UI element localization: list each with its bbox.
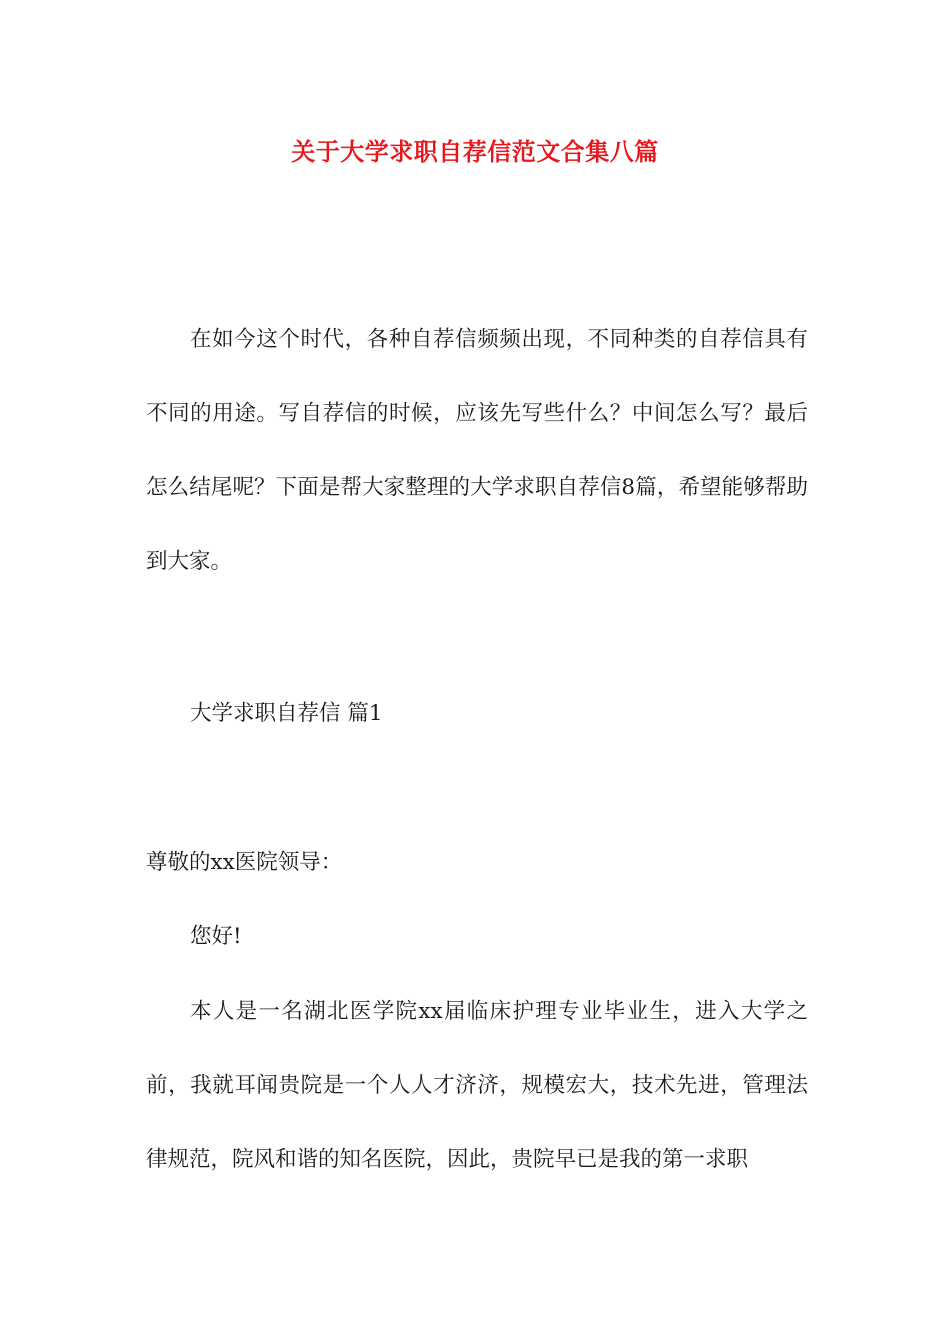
salutation: 尊敬的xx医院领导：: [146, 850, 343, 875]
body-paragraph: 本人是一名湖北医学院xx届临床护理专业毕业生，进入大学之前，我就耳闻贵院是一个人人才济济，规模宏大，技术先进，管理法律规范，院风和谐的知名医院，因此，贵院早已是我的第一求职: [146, 999, 808, 1172]
document-title: 关于大学求职自荐信范文合集八篇: [291, 137, 659, 166]
greeting: 您好!: [190, 924, 242, 949]
section-heading: 大学求职自荐信 篇1: [190, 701, 383, 726]
intro-paragraph: 在如今这个时代，各种自荐信频频出现，不同种类的自荐信具有不同的用途。写自荐信的时候，应该先写些什么？中间怎么写？最后怎么结尾呢？下面是帮大家整理的大学求职自荐信8篇，希望能够帮助到大家。: [146, 327, 808, 574]
